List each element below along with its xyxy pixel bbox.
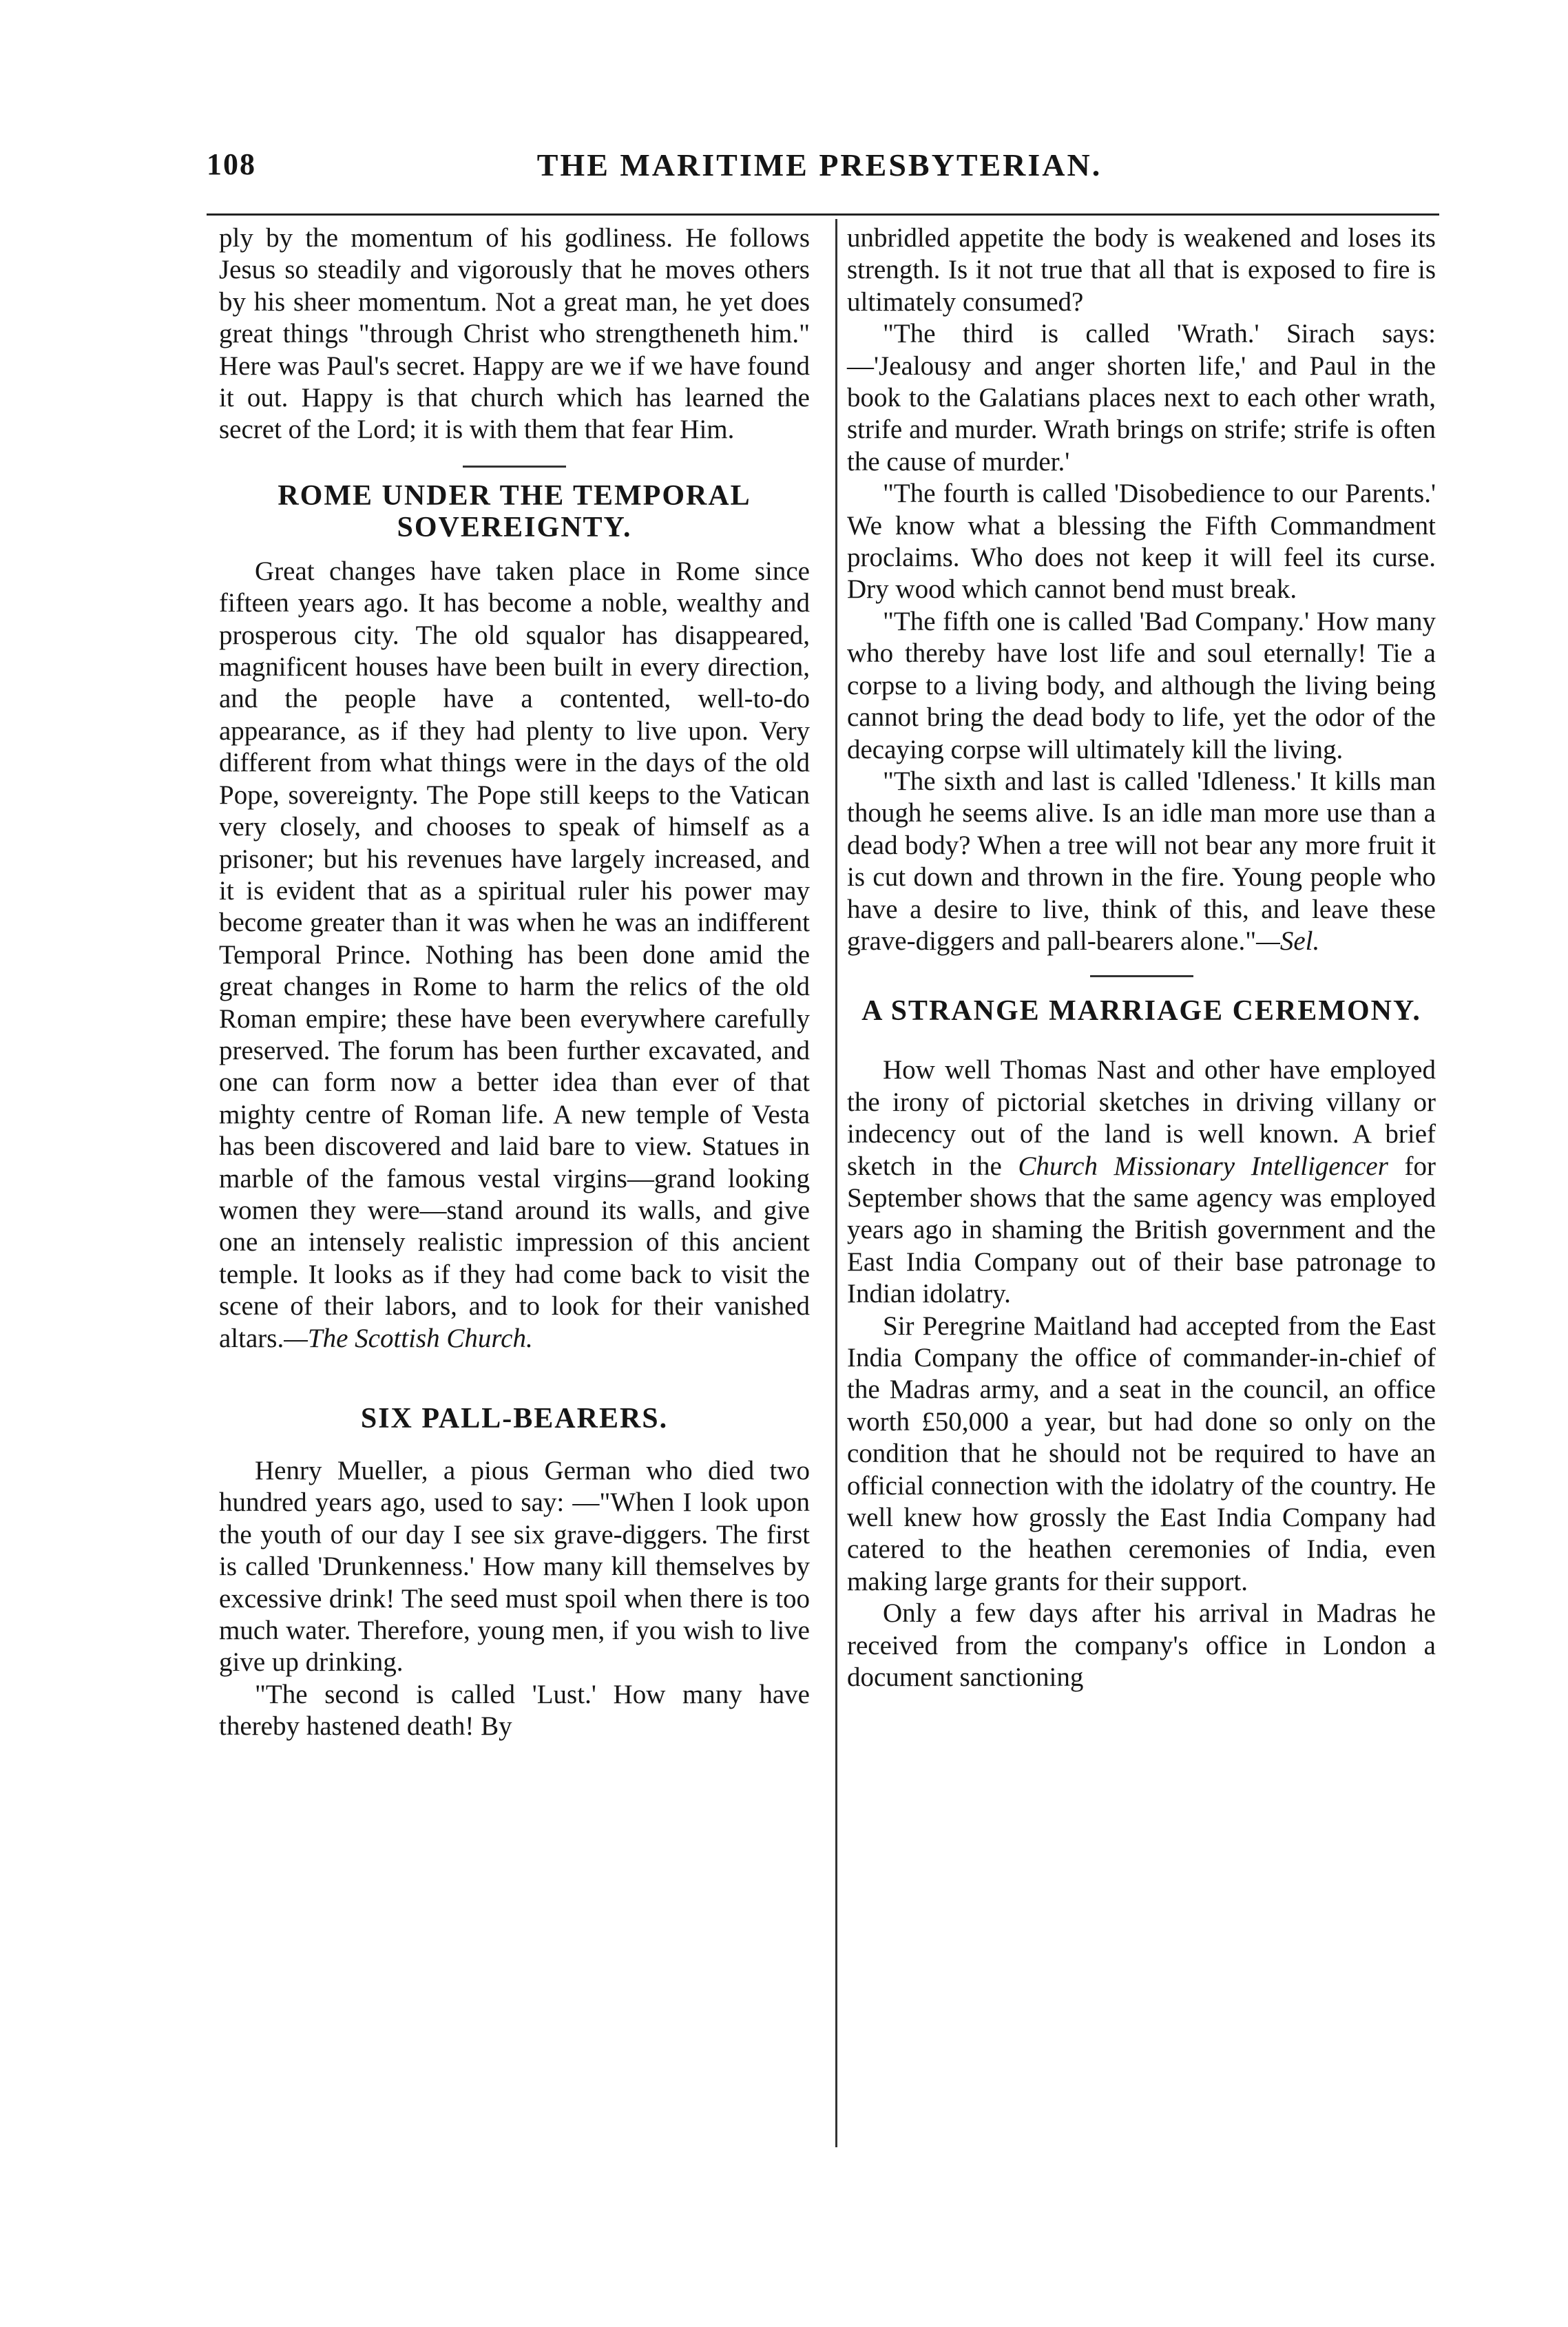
marriage-headline: A STRANGE MARRIAGE CEREMONY. — [861, 995, 1421, 1027]
header-rule — [207, 213, 1439, 216]
pall-bearers-paragraph-1: Henry Mueller, a pious German who died two hundred years ago, used to say: —"When I look upon the youth of our day I see six grave-diggers. The first is called 'Drunkenness.' How many kill themselves by excessive drink! The seed must spoil when there is too much water. Therefore, young men, if you wish to live give up drinking. — [219, 1456, 810, 1678]
marriage-paragraph-2: Sir Peregrine Maitland had accepted from the East India Company the office of commander-in-chief of the Madras army, and a seat in the council, an office worth £50,000 a year, but had done so only on the condition that he should not be required to have an official connection with the idolatry of the country. He well knew how grossly the East India Company had catered to the heathen ceremonies of India, even making large grants for their support. — [847, 1311, 1436, 1596]
journal-title: THE MARITIME PRESBYTERIAN. — [536, 147, 1102, 182]
pall-bearers-paragraph-2: "The second is called 'Lust.' How many have thereby hastened death! By — [219, 1679, 810, 1742]
marriage-paragraph-1 — [847, 1054, 1436, 1310]
intelligencer-title: Church Missionary Intelligencer — [1018, 1151, 1388, 1181]
pall-bearers-headline: SIX PALL-BEARERS. — [360, 1403, 669, 1434]
continued-paragraph: unbridled appetite the body is weakened and loses its strength. Is it not true that all that is exposed to fire is ultimately consumed? — [847, 223, 1436, 317]
page-header — [207, 134, 1432, 196]
fourth-grave-digger-paragraph: "The fourth is called 'Disobedience to our Parents.' We know what a blessing the Fifth Commandment proclaims. Who does not keep it will feel its curse. Dry wood which cannot bend must break. — [847, 479, 1436, 605]
intro-paragraph: ply by the momentum of his godliness. He follows Jesus so steadily and vigorously that he moves others by his sheer momentum. Not a great man, he yet does great things "through Christ who strengtheneth him." Here was Paul's secret. Happy are we if we have found it out. Happy is that church which has learned the secret of the Lord; it is with them that fear Him. — [219, 223, 810, 445]
column-divider — [835, 219, 837, 2147]
left-column — [219, 222, 810, 1743]
rome-body-text: Great changes have taken place in Rome since fifteen years ago. It has become a noble, wealthy and prosperous city. The old squalor has disappeared, magnificent houses have been built in every direction, and the people have a contented, well-to-do appearance, as if they had plenty to live upon. Very different from what things were in the days of the old Pope, sovereignty. The Pope still keeps to the Vatican very closely, and chooses to speak of himself as a prisoner; but his revenues have largely increased, and it is evident that as a spiritual ruler his power may become greater than it was when he was an indifferent Temporal Prince. Nothing has been done amid the great changes in Rome to harm the relics of the old Roman empire; these have been everywhere carefully preserved. The forum has been further excavated, and one can form now a better idea than ever of that mighty centre of Roman life. A new temple of Vesta has been discovered and laid bare to view. Statues in marble of the famous vestal virgins—grand looking women they were—stand around its walls, and give one an intensely realistic impression of this ancient temple. It looks as if they had come back to visit the scene of their labors, and to look for their vanished altars. — [219, 556, 810, 1353]
marriage-paragraph-3: Only a few days after his arrival in Madras he received from the company's office in London a document sanctioning — [847, 1598, 1436, 1693]
right-column — [847, 222, 1436, 1693]
page-number: 108 — [207, 147, 256, 181]
fifth-grave-digger-paragraph: "The fifth one is called 'Bad Company.' How many who thereby have lost life and soul eternally! Tie a corpse to a living body, and although the living being cannot bring the dead body to life, yet the odor of the decaying corpse will ultimately kill the living. — [847, 606, 1436, 764]
rome-source: —The Scottish Church. — [284, 1323, 533, 1353]
marriage-text-b: for September shows that the same agency was employed years ago in shaming the British government and the East India Company out of their base patronage to Indian idolatry. — [847, 1151, 1436, 1309]
rome-article-body — [219, 556, 810, 1355]
sel-source: —Sel. — [1256, 926, 1320, 956]
third-grave-digger-paragraph: "The third is called 'Wrath.' Sirach says:—'Jealousy and anger shorten life,' and Paul in the book to the Galatians places next to each other wrath, strife and murder. Wrath brings on strife; strife is often the cause of murder.' — [847, 319, 1436, 477]
sixth-paragraph-text: "The sixth and last is called 'Idleness.' It kills man though he seems alive. Is an idle man more use than a dead body? When a tree will not bear any more fruit it is cut down and thrown in the fire. Young people who have a desire to live, think of this, and leave these grave-diggers and pall-bearers alone." — [847, 766, 1436, 956]
marriage-text-a: How well Thomas Nast and other have employed the irony of pictorial sketches in driving villany or indecency out of the land is well known. A brief sketch in the — [847, 1055, 1436, 1181]
sixth-grave-digger-paragraph — [847, 766, 1436, 957]
rome-headline: ROME UNDER THE TEMPORAL SOVEREIGNTY. — [278, 479, 751, 543]
